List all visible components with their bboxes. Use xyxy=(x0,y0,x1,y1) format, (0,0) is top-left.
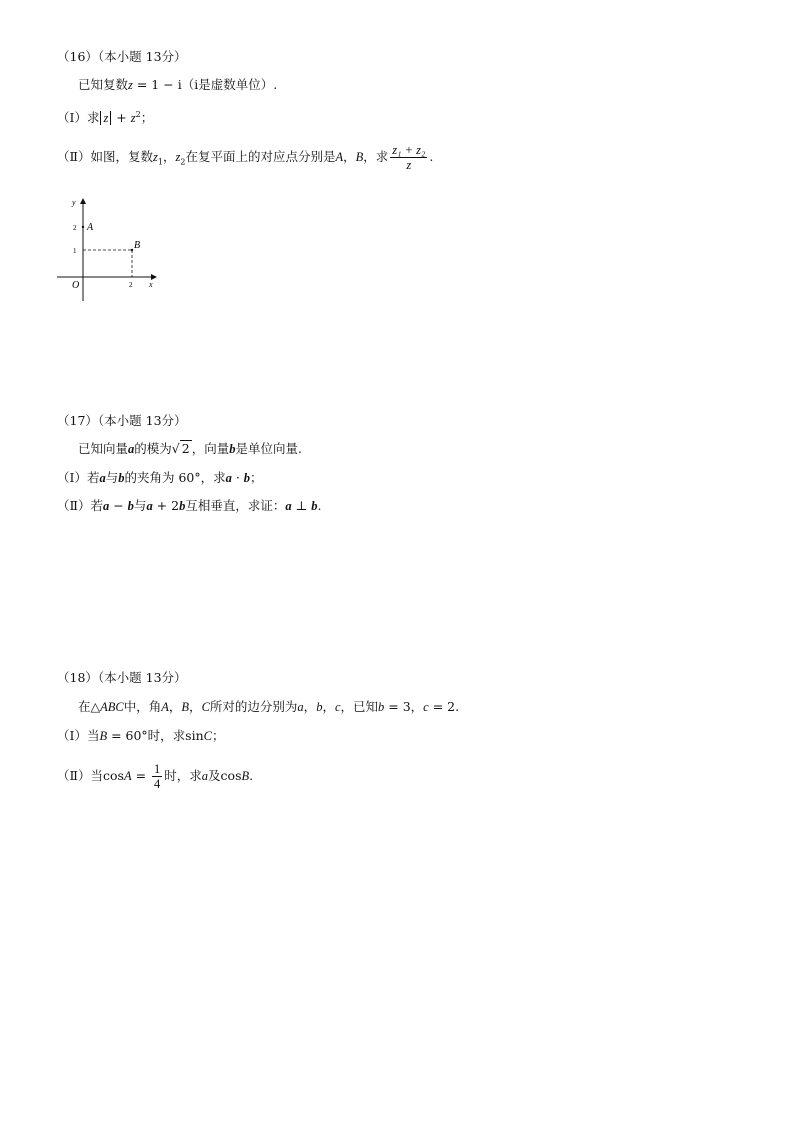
q18-p2-cos2: cos xyxy=(220,768,242,783)
q17-p1-b: b xyxy=(118,471,125,485)
q18-stem-eq2: = 2. xyxy=(428,699,460,714)
q17-stem xyxy=(78,440,302,458)
q18-stem-a: a xyxy=(297,700,304,714)
q17-stem-1: 已知向量 xyxy=(78,441,129,456)
q16-p2-z2: z xyxy=(175,150,181,164)
complex-plane-figure xyxy=(52,193,172,305)
q17-stem-b: b xyxy=(229,442,236,456)
q17-stem-2: 的模为 xyxy=(134,441,172,456)
q16-p2-frac-num: z₁ + z₂ xyxy=(392,143,426,157)
q18-stem-2: 中，角 xyxy=(123,699,162,714)
q17-p2-perp: ⊥ xyxy=(291,498,312,513)
q18-stem-c2: ， xyxy=(189,699,202,714)
q17-p1-text: 的夹角为 60°，求 xyxy=(124,470,226,485)
q16-part1 xyxy=(57,106,153,127)
point-B-label: B xyxy=(134,240,141,251)
q18-p2-A: A xyxy=(123,769,132,783)
q17-p2-text: 互相垂直，求证： xyxy=(185,498,286,513)
q18-p2-B: B xyxy=(241,769,250,783)
q18-p1-label: （Ⅰ）当 xyxy=(57,728,100,743)
q17-p1-with: 与 xyxy=(105,470,119,485)
q17-p1-label: （Ⅰ）若 xyxy=(57,470,100,485)
q16-stem-paren-text: 是虚数单位）. xyxy=(198,77,278,92)
q18-p2-eq: = xyxy=(131,768,151,783)
x-tick-2: 2 xyxy=(129,281,133,289)
q18-stem-c4: ， xyxy=(322,699,335,714)
q17-p2-b3: b xyxy=(311,499,318,513)
q17-p2-minus: − xyxy=(109,498,128,513)
point-A-dot xyxy=(82,226,84,228)
q17-p2-label: （Ⅱ）若 xyxy=(57,498,103,513)
q17-p1-b2: b xyxy=(243,471,251,485)
q18-p2-and: 及 xyxy=(208,768,221,783)
q16-p2-label: （Ⅱ）如图，复数 xyxy=(57,149,153,164)
q18-stem-3: 所对的边分别为 xyxy=(209,699,298,714)
q17-stem-a: a xyxy=(128,442,135,456)
q18-stem-c: c xyxy=(334,700,341,714)
q16-stem-prefix: 已知复数 xyxy=(78,77,129,92)
q17-p1-dot: · xyxy=(231,470,244,485)
q18-stem-c1: ， xyxy=(168,699,182,714)
q16-p2-B: B xyxy=(355,150,364,164)
q16-p2-A: A xyxy=(335,150,344,164)
q18-p2-frac-den: 4 xyxy=(154,777,161,791)
q16-p1-sup: 2 xyxy=(135,110,141,119)
q17-stem-3: ，向量 xyxy=(191,441,230,456)
q18-part2 xyxy=(57,762,253,791)
q18-stem-b: b xyxy=(316,700,323,714)
q16-stem-eq: = 1 − xyxy=(132,77,178,92)
q16-p2-sub2: 2 xyxy=(180,157,186,167)
q18-stem-c3: ， xyxy=(303,699,317,714)
q18-stem-A: A xyxy=(161,700,169,714)
q18-p2-end: . xyxy=(249,768,254,783)
q18-part1 xyxy=(57,727,225,745)
q17-part1 xyxy=(57,469,263,487)
q17-part2 xyxy=(57,497,322,515)
q16-stem xyxy=(78,76,277,94)
q18-stem xyxy=(78,698,459,716)
q18-p2-label: （Ⅱ）当 xyxy=(57,768,103,783)
q17-p2-a2: a xyxy=(146,499,153,513)
q17-p2-b: b xyxy=(127,499,134,513)
q18-p2-a: a xyxy=(201,769,209,783)
q16-header: （16）（本小题 13分） xyxy=(57,49,187,64)
q17-p1-a: a xyxy=(99,471,106,485)
q17-p1-a2: a xyxy=(225,471,232,485)
q18-header: （18）（本小题 13分） xyxy=(57,670,187,685)
q16-p2-frac-den: z xyxy=(406,158,412,172)
q16-p1-plus: + xyxy=(112,110,131,126)
q16-p2-comma2: ， xyxy=(343,149,356,164)
q16-p2-end: . xyxy=(429,149,434,164)
q16-p1-label: （Ⅰ）求 xyxy=(57,110,100,126)
q18-stem-C: C xyxy=(201,700,210,714)
x-axis-label: x xyxy=(149,280,153,289)
q17-p2-plus2: + 2 xyxy=(152,498,180,513)
point-A-label: A xyxy=(87,222,94,233)
q18-stem-1: 在△ xyxy=(78,699,101,714)
q18-p1-sin: sin xyxy=(185,728,204,743)
q16-p2-sub1: 1 xyxy=(157,157,163,167)
q18-stem-eq3: = 3， xyxy=(384,699,424,714)
point-B-dot xyxy=(131,249,133,251)
q17-sqrt-radicand: 2 xyxy=(181,441,190,456)
q18-p2-fraction xyxy=(152,762,162,791)
origin-label: O xyxy=(72,280,80,291)
q18-p2-cos: cos xyxy=(103,768,124,783)
q18-p2-text: 时，求 xyxy=(164,768,202,783)
q16-p2-comma1: ， xyxy=(162,149,176,164)
q17-p1-end: ； xyxy=(250,470,263,485)
q18-p1-B: B xyxy=(99,729,108,743)
q18-stem-b2: b xyxy=(378,700,385,714)
q18-p1-C: C xyxy=(203,729,212,743)
q16-p2-z1: z xyxy=(153,150,158,164)
q18-stem-c-2: c xyxy=(423,700,429,714)
q18-p1-text: = 60°时，求 xyxy=(107,728,186,743)
q17-header: （17）（本小题 13分） xyxy=(57,413,187,428)
q17-p2-end: . xyxy=(317,498,322,513)
q16-p1-end: ； xyxy=(140,110,154,126)
q17-stem-4: 是单位向量. xyxy=(235,441,302,456)
q16-stem-paren-open: （ xyxy=(181,77,195,92)
y-tick-1: 1 xyxy=(73,247,77,255)
q16-part2 xyxy=(57,143,433,172)
q17-p2-b2: b xyxy=(179,499,186,513)
q16-stem-i: i xyxy=(177,77,182,92)
q16-p2-fraction xyxy=(390,143,427,172)
q16-p2-ask: ，求 xyxy=(363,149,389,164)
q17-p2-a: a xyxy=(103,499,110,513)
q17-p2-a3: a xyxy=(285,499,292,513)
q16-stem-z: z xyxy=(128,78,133,92)
q17-sqrt: √ 2 xyxy=(171,441,190,456)
q18-stem-abc: ABC xyxy=(100,700,124,714)
q16-p1-z2: z xyxy=(130,111,136,126)
q17-p2-with: 与 xyxy=(133,498,147,513)
y-axis-label: y xyxy=(72,198,76,207)
q16-p2-text: 在复平面上的对应点分别是 xyxy=(185,149,336,164)
q18-stem-B: B xyxy=(181,700,190,714)
q18-stem-4: ，已知 xyxy=(340,699,379,714)
q18-p2-frac-num: 1 xyxy=(154,762,161,776)
q18-p1-end: ； xyxy=(211,728,225,743)
y-tick-2: 2 xyxy=(73,224,77,232)
q16-p1-abs-z: z xyxy=(100,111,111,125)
q16-stem-paren-i: i xyxy=(194,77,199,92)
